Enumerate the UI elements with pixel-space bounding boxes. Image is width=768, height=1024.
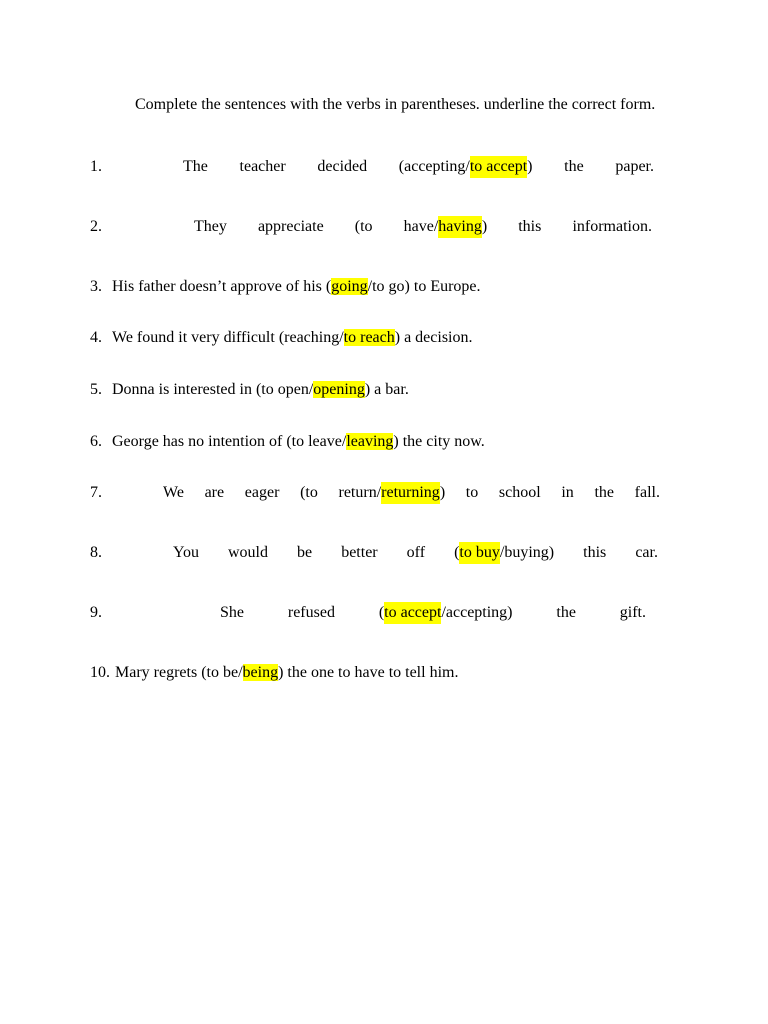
answer-highlight: being — [242, 664, 279, 681]
item-sentence: Donna is interested in (to open/opening) a bar. — [112, 381, 409, 398]
item-number: 4. — [90, 329, 102, 346]
item-number: 10. — [90, 664, 110, 681]
exercise-item-3 — [90, 276, 660, 298]
item-sentence: George has no intention of (to leave/leaving) the city now. — [112, 433, 485, 450]
exercise-item-8 — [90, 542, 660, 564]
item-number: 2. — [90, 218, 102, 235]
item-sentence: The teacher decided (accepting/to accept) the paper. — [183, 156, 654, 178]
exercise-item-6 — [90, 431, 660, 453]
answer-highlight: to buy — [459, 542, 499, 564]
item-number: 6. — [90, 433, 102, 450]
exercise-item-2 — [90, 216, 660, 238]
item-sentence: We found it very difficult (reaching/to reach) a decision. — [112, 329, 473, 346]
item-number: 9. — [90, 604, 102, 621]
answer-highlight: going — [331, 278, 368, 295]
exercise-item-9 — [90, 602, 660, 624]
item-sentence: Mary regrets (to be/being) the one to have to tell him. — [115, 664, 459, 681]
item-sentence: We are eager (to return/returning) to school in the fall. — [163, 482, 660, 504]
item-number: 7. — [90, 484, 102, 501]
item-number: 5. — [90, 381, 102, 398]
answer-highlight: opening — [313, 381, 365, 398]
answer-highlight: leaving — [346, 433, 394, 450]
exercise-item-5 — [90, 379, 660, 401]
answer-highlight: returning — [381, 482, 440, 504]
exercise-item-1 — [90, 156, 660, 178]
exercise-item-4 — [90, 327, 660, 349]
answer-highlight: to accept — [470, 156, 527, 178]
answer-highlight: having — [438, 216, 482, 238]
instructions: Complete the sentences with the verbs in parentheses. underline the correct form. — [135, 96, 656, 113]
item-sentence: They appreciate (to have/having) this information. — [194, 216, 652, 238]
item-number: 8. — [90, 544, 102, 561]
exercise-item-10 — [90, 662, 660, 684]
item-sentence: His father doesn’t approve of his (going/to go) to Europe. — [112, 278, 481, 295]
answer-highlight: to reach — [343, 329, 395, 346]
item-sentence: You would be better off (to buy/buying) this car. — [173, 542, 658, 564]
item-sentence: She refused (to accept/accepting) the gift. — [220, 602, 646, 624]
item-number: 1. — [90, 158, 102, 175]
item-number: 3. — [90, 278, 102, 295]
answer-highlight: to accept — [384, 602, 441, 624]
exercise-item-7 — [90, 482, 660, 504]
